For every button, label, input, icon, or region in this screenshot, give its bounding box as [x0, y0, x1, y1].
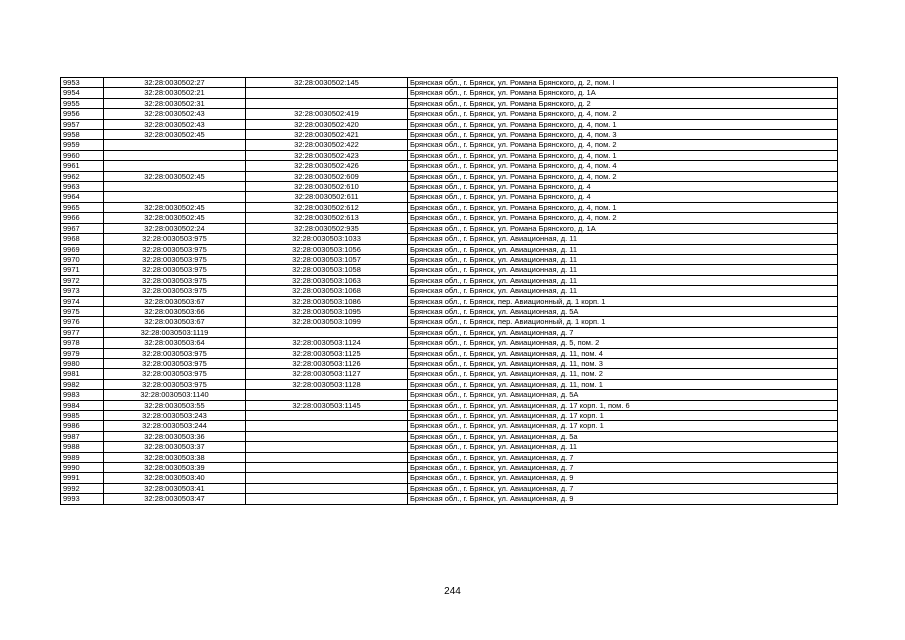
parcel-cadastral-cell: 32:28:0030503:975: [104, 265, 246, 275]
address-cell: Брянская обл., г. Брянск, ул. Авиационная, д. 11, пом. 4: [408, 348, 838, 358]
row-number-cell: 9965: [61, 202, 104, 212]
table-row: [61, 223, 838, 233]
row-number-cell: 9992: [61, 483, 104, 493]
parcel-cadastral-cell: 32:28:0030503:39: [104, 463, 246, 473]
table-row: [61, 390, 838, 400]
table-row: [61, 88, 838, 98]
parcel-cadastral-cell: 32:28:0030502:21: [104, 88, 246, 98]
address-cell: Брянская обл., г. Брянск, ул. Авиационная, д. 11, пом. 3: [408, 358, 838, 368]
table-row: [61, 161, 838, 171]
table-row: [61, 78, 838, 88]
table-body: [61, 78, 838, 505]
object-cadastral-cell: 32:28:0030503:1099: [246, 317, 408, 327]
object-cadastral-cell: 32:28:0030503:1128: [246, 379, 408, 389]
row-number-cell: 9971: [61, 265, 104, 275]
table-row: [61, 463, 838, 473]
row-number-cell: 9983: [61, 390, 104, 400]
table-row: [61, 182, 838, 192]
address-cell: Брянская обл., г. Брянск, ул. Авиационная, д. 11: [408, 244, 838, 254]
row-number-cell: 9957: [61, 119, 104, 129]
address-cell: Брянская обл., г. Брянск, ул. Романа Брянского, д. 1А: [408, 88, 838, 98]
table-row: [61, 338, 838, 348]
table-row: [61, 192, 838, 202]
table-row: [61, 358, 838, 368]
address-cell: Брянская обл., г. Брянск, ул. Романа Брянского, д. 4, пом. 3: [408, 130, 838, 140]
address-cell: Брянская обл., г. Брянск, ул. Авиационная, д. 11: [408, 275, 838, 285]
table-row: [61, 234, 838, 244]
address-cell: Брянская обл., г. Брянск, ул. Романа Брянского, д. 4: [408, 182, 838, 192]
object-cadastral-cell: [246, 327, 408, 337]
address-cell: Брянская обл., г. Брянск, ул. Авиационная, д. 9: [408, 494, 838, 504]
parcel-cadastral-cell: [104, 150, 246, 160]
cadastral-table: [60, 77, 838, 505]
address-cell: Брянская обл., г. Брянск, ул. Романа Брянского, д. 4, пом. 2: [408, 213, 838, 223]
object-cadastral-cell: 32:28:0030503:1126: [246, 358, 408, 368]
row-number-cell: 9959: [61, 140, 104, 150]
table-row: [61, 98, 838, 108]
object-cadastral-cell: 32:28:0030503:1033: [246, 234, 408, 244]
parcel-cadastral-cell: 32:28:0030502:24: [104, 223, 246, 233]
object-cadastral-cell: [246, 483, 408, 493]
address-cell: Брянская обл., г. Брянск, ул. Авиационная, д. 7: [408, 463, 838, 473]
object-cadastral-cell: 32:28:0030502:609: [246, 171, 408, 181]
row-number-cell: 9964: [61, 192, 104, 202]
table-row: [61, 317, 838, 327]
table-row: [61, 109, 838, 119]
table-row: [61, 296, 838, 306]
table-row: [61, 369, 838, 379]
row-number-cell: 9975: [61, 306, 104, 316]
address-cell: Брянская обл., г. Брянск, ул. Авиационная, д. 5А: [408, 390, 838, 400]
row-number-cell: 9989: [61, 452, 104, 462]
address-cell: Брянская обл., г. Брянск, пер. Авиационный, д. 1 корп. 1: [408, 296, 838, 306]
parcel-cadastral-cell: 32:28:0030503:975: [104, 275, 246, 285]
object-cadastral-cell: 32:28:0030503:1057: [246, 254, 408, 264]
row-number-cell: 9977: [61, 327, 104, 337]
address-cell: Брянская обл., г. Брянск, ул. Авиационная, д. 17 корп. 1: [408, 421, 838, 431]
table-row: [61, 348, 838, 358]
parcel-cadastral-cell: [104, 182, 246, 192]
object-cadastral-cell: [246, 431, 408, 441]
row-number-cell: 9978: [61, 338, 104, 348]
object-cadastral-cell: 32:28:0030502:423: [246, 150, 408, 160]
object-cadastral-cell: 32:28:0030503:1145: [246, 400, 408, 410]
object-cadastral-cell: 32:28:0030502:610: [246, 182, 408, 192]
row-number-cell: 9960: [61, 150, 104, 160]
row-number-cell: 9990: [61, 463, 104, 473]
row-number-cell: 9974: [61, 296, 104, 306]
parcel-cadastral-cell: 32:28:0030503:66: [104, 306, 246, 316]
parcel-cadastral-cell: 32:28:0030502:31: [104, 98, 246, 108]
table-row: [61, 202, 838, 212]
address-cell: Брянская обл., г. Брянск, ул. Романа Брянского, д. 4, пом. 1: [408, 119, 838, 129]
object-cadastral-cell: 32:28:0030502:420: [246, 119, 408, 129]
address-cell: Брянская обл., г. Брянск, ул. Авиационная, д. 11: [408, 265, 838, 275]
object-cadastral-cell: 32:28:0030502:611: [246, 192, 408, 202]
parcel-cadastral-cell: 32:28:0030502:43: [104, 109, 246, 119]
row-number-cell: 9991: [61, 473, 104, 483]
parcel-cadastral-cell: 32:28:0030503:38: [104, 452, 246, 462]
object-cadastral-cell: [246, 494, 408, 504]
parcel-cadastral-cell: 32:28:0030502:45: [104, 171, 246, 181]
object-cadastral-cell: [246, 473, 408, 483]
parcel-cadastral-cell: 32:28:0030503:975: [104, 254, 246, 264]
parcel-cadastral-cell: 32:28:0030503:40: [104, 473, 246, 483]
parcel-cadastral-cell: 32:28:0030503:975: [104, 379, 246, 389]
object-cadastral-cell: 32:28:0030503:1127: [246, 369, 408, 379]
table-row: [61, 327, 838, 337]
parcel-cadastral-cell: 32:28:0030502:45: [104, 213, 246, 223]
parcel-cadastral-cell: 32:28:0030503:243: [104, 411, 246, 421]
table-row: [61, 473, 838, 483]
object-cadastral-cell: 32:28:0030502:145: [246, 78, 408, 88]
parcel-cadastral-cell: 32:28:0030503:47: [104, 494, 246, 504]
address-cell: Брянская обл., г. Брянск, ул. Авиационная, д. 11: [408, 286, 838, 296]
object-cadastral-cell: [246, 88, 408, 98]
row-number-cell: 9962: [61, 171, 104, 181]
table-row: [61, 442, 838, 452]
row-number-cell: 9973: [61, 286, 104, 296]
address-cell: Брянская обл., г. Брянск, ул. Авиационная, д. 7: [408, 452, 838, 462]
table-row: [61, 411, 838, 421]
address-cell: Брянская обл., г. Брянск, ул. Романа Брянского, д. 2: [408, 98, 838, 108]
parcel-cadastral-cell: 32:28:0030502:45: [104, 130, 246, 140]
object-cadastral-cell: 32:28:0030502:422: [246, 140, 408, 150]
row-number-cell: 9993: [61, 494, 104, 504]
address-cell: Брянская обл., г. Брянск, пер. Авиационный, д. 1 корп. 1: [408, 317, 838, 327]
address-cell: Брянская обл., г. Брянск, ул. Авиационная, д. 5А: [408, 306, 838, 316]
table-row: [61, 483, 838, 493]
parcel-cadastral-cell: 32:28:0030503:975: [104, 234, 246, 244]
object-cadastral-cell: 32:28:0030502:612: [246, 202, 408, 212]
row-number-cell: 9961: [61, 161, 104, 171]
object-cadastral-cell: [246, 411, 408, 421]
table-row: [61, 244, 838, 254]
object-cadastral-cell: 32:28:0030502:421: [246, 130, 408, 140]
table-row: [61, 421, 838, 431]
row-number-cell: 9976: [61, 317, 104, 327]
row-number-cell: 9979: [61, 348, 104, 358]
object-cadastral-cell: 32:28:0030503:1086: [246, 296, 408, 306]
object-cadastral-cell: 32:28:0030502:419: [246, 109, 408, 119]
address-cell: Брянская обл., г. Брянск, ул. Романа Брянского, д. 4, пом. 2: [408, 109, 838, 119]
table-row: [61, 213, 838, 223]
parcel-cadastral-cell: 32:28:0030503:37: [104, 442, 246, 452]
parcel-cadastral-cell: 32:28:0030503:64: [104, 338, 246, 348]
object-cadastral-cell: 32:28:0030503:1124: [246, 338, 408, 348]
address-cell: Брянская обл., г. Брянск, ул. Романа Брянского, д. 4, пом. 2: [408, 171, 838, 181]
page-number: 244: [444, 586, 461, 597]
address-cell: Брянская обл., г. Брянск, ул. Авиационная, д. 11: [408, 254, 838, 264]
address-cell: Брянская обл., г. Брянск, ул. Авиационная, д. 5а: [408, 431, 838, 441]
row-number-cell: 9987: [61, 431, 104, 441]
row-number-cell: 9984: [61, 400, 104, 410]
table-row: [61, 130, 838, 140]
address-cell: Брянская обл., г. Брянск, ул. Авиационная, д. 7: [408, 327, 838, 337]
row-number-cell: 9988: [61, 442, 104, 452]
table-row: [61, 119, 838, 129]
parcel-cadastral-cell: 32:28:0030503:1140: [104, 390, 246, 400]
table-row: [61, 452, 838, 462]
address-cell: Брянская обл., г. Брянск, ул. Романа Брянского, д. 4, пом. 1: [408, 202, 838, 212]
address-cell: Брянская обл., г. Брянск, ул. Романа Брянского, д. 4, пом. 2: [408, 140, 838, 150]
parcel-cadastral-cell: 32:28:0030503:975: [104, 286, 246, 296]
address-cell: Брянская обл., г. Брянск, ул. Авиационная, д. 11: [408, 442, 838, 452]
table-row: [61, 494, 838, 504]
address-cell: Брянская обл., г. Брянск, ул. Авиационная, д. 17 корп. 1: [408, 411, 838, 421]
row-number-cell: 9958: [61, 130, 104, 140]
parcel-cadastral-cell: 32:28:0030503:67: [104, 317, 246, 327]
object-cadastral-cell: 32:28:0030503:1095: [246, 306, 408, 316]
parcel-cadastral-cell: 32:28:0030502:45: [104, 202, 246, 212]
table-row: [61, 306, 838, 316]
object-cadastral-cell: [246, 463, 408, 473]
address-cell: Брянская обл., г. Брянск, ул. Романа Брянского, д. 4: [408, 192, 838, 202]
row-number-cell: 9954: [61, 88, 104, 98]
object-cadastral-cell: [246, 421, 408, 431]
parcel-cadastral-cell: 32:28:0030503:55: [104, 400, 246, 410]
object-cadastral-cell: 32:28:0030502:426: [246, 161, 408, 171]
table-row: [61, 150, 838, 160]
object-cadastral-cell: 32:28:0030503:1125: [246, 348, 408, 358]
row-number-cell: 9963: [61, 182, 104, 192]
object-cadastral-cell: [246, 452, 408, 462]
row-number-cell: 9980: [61, 358, 104, 368]
row-number-cell: 9981: [61, 369, 104, 379]
object-cadastral-cell: 32:28:0030502:935: [246, 223, 408, 233]
address-cell: Брянская обл., г. Брянск, ул. Авиационная, д. 9: [408, 473, 838, 483]
table-row: [61, 379, 838, 389]
row-number-cell: 9972: [61, 275, 104, 285]
address-cell: Брянская обл., г. Брянск, ул. Авиационная, д. 5, пом. 2: [408, 338, 838, 348]
row-number-cell: 9966: [61, 213, 104, 223]
table-row: [61, 431, 838, 441]
parcel-cadastral-cell: 32:28:0030503:975: [104, 348, 246, 358]
row-number-cell: 9956: [61, 109, 104, 119]
object-cadastral-cell: 32:28:0030503:1056: [246, 244, 408, 254]
address-cell: Брянская обл., г. Брянск, ул. Авиационная, д. 11, пом. 1: [408, 379, 838, 389]
address-cell: Брянская обл., г. Брянск, ул. Романа Брянского, д. 2, пом. I: [408, 78, 838, 88]
row-number-cell: 9953: [61, 78, 104, 88]
parcel-cadastral-cell: [104, 140, 246, 150]
row-number-cell: 9985: [61, 411, 104, 421]
table-row: [61, 265, 838, 275]
address-cell: Брянская обл., г. Брянск, ул. Романа Брянского, д. 1А: [408, 223, 838, 233]
row-number-cell: 9970: [61, 254, 104, 264]
object-cadastral-cell: 32:28:0030503:1063: [246, 275, 408, 285]
object-cadastral-cell: 32:28:0030503:1068: [246, 286, 408, 296]
table-row: [61, 275, 838, 285]
address-cell: Брянская обл., г. Брянск, ул. Романа Брянского, д. 4, пом. 4: [408, 161, 838, 171]
parcel-cadastral-cell: 32:28:0030503:1119: [104, 327, 246, 337]
address-cell: Брянская обл., г. Брянск, ул. Романа Брянского, д. 4, пом. 1: [408, 150, 838, 160]
address-cell: Брянская обл., г. Брянск, ул. Авиационная, д. 11, пом. 2: [408, 369, 838, 379]
row-number-cell: 9986: [61, 421, 104, 431]
row-number-cell: 9968: [61, 234, 104, 244]
table-row: [61, 400, 838, 410]
table-row: [61, 140, 838, 150]
address-cell: Брянская обл., г. Брянск, ул. Авиационная, д. 11: [408, 234, 838, 244]
parcel-cadastral-cell: 32:28:0030503:244: [104, 421, 246, 431]
parcel-cadastral-cell: 32:28:0030503:975: [104, 369, 246, 379]
object-cadastral-cell: [246, 98, 408, 108]
parcel-cadastral-cell: [104, 192, 246, 202]
parcel-cadastral-cell: 32:28:0030502:27: [104, 78, 246, 88]
parcel-cadastral-cell: [104, 161, 246, 171]
parcel-cadastral-cell: 32:28:0030503:975: [104, 358, 246, 368]
object-cadastral-cell: 32:28:0030502:613: [246, 213, 408, 223]
table-row: [61, 171, 838, 181]
object-cadastral-cell: [246, 442, 408, 452]
object-cadastral-cell: [246, 390, 408, 400]
parcel-cadastral-cell: 32:28:0030503:36: [104, 431, 246, 441]
row-number-cell: 9982: [61, 379, 104, 389]
table-row: [61, 254, 838, 264]
row-number-cell: 9955: [61, 98, 104, 108]
parcel-cadastral-cell: 32:28:0030502:43: [104, 119, 246, 129]
row-number-cell: 9969: [61, 244, 104, 254]
address-cell: Брянская обл., г. Брянск, ул. Авиационная, д. 17 корп. 1, пом. 6: [408, 400, 838, 410]
parcel-cadastral-cell: 32:28:0030503:67: [104, 296, 246, 306]
object-cadastral-cell: 32:28:0030503:1058: [246, 265, 408, 275]
address-cell: Брянская обл., г. Брянск, ул. Авиационная, д. 7: [408, 483, 838, 493]
row-number-cell: 9967: [61, 223, 104, 233]
parcel-cadastral-cell: 32:28:0030503:41: [104, 483, 246, 493]
parcel-cadastral-cell: 32:28:0030503:975: [104, 244, 246, 254]
table-row: [61, 286, 838, 296]
